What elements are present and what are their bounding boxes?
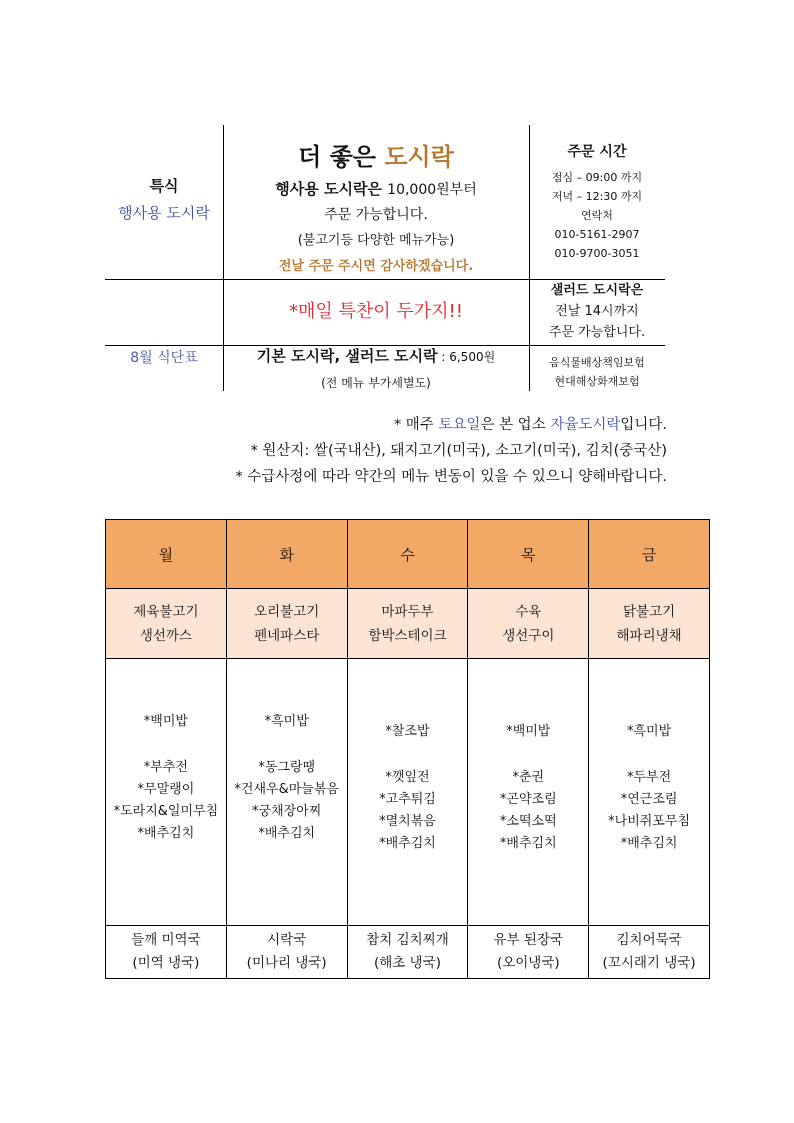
side-item: *도라지&일미무침 (113, 804, 219, 819)
event-prefix: 행사용 도시락은 (275, 180, 388, 198)
cold-soup: (해초 냉국) (373, 955, 441, 971)
day-cell: 목 (468, 520, 589, 589)
main-dish-cell (106, 589, 227, 659)
page-title (223, 137, 529, 172)
notes (235, 412, 667, 490)
main-dish: 펜네파스타 (254, 627, 320, 644)
side-dish-cell (226, 659, 347, 926)
main-dish-cell (468, 589, 589, 659)
side-item: *연근조림 (620, 792, 678, 807)
basic-price: : 6,500원 (437, 350, 496, 364)
side-item: *두부전 (627, 770, 672, 785)
main-dish-cell (589, 589, 710, 659)
event-price: 10,000원부터 (387, 182, 477, 198)
salad-title: 샐러드 도시락은 (550, 283, 644, 298)
insurance-1: 음식물배상책임보험 (549, 356, 645, 369)
side-item: *배추김치 (137, 826, 195, 841)
main-dish: 생선구이 (502, 627, 555, 644)
dinner-time: 저녁 – 12:30 까지 (551, 190, 643, 203)
side-item: *건새우&마늘볶음 (234, 782, 339, 797)
side-dish-cell (468, 659, 589, 926)
event-line4: 전날 주문 주시면 감사하겠습니다. (278, 259, 474, 274)
header-block (105, 125, 665, 391)
side-item: *곤약조림 (499, 792, 557, 807)
note-saturday-word: 토요일 (438, 417, 481, 433)
main-dish-cell (347, 589, 468, 659)
side-item: *깻잎전 (385, 770, 430, 785)
basic-label: 기본 도시락, 샐러드 도시락 (256, 347, 438, 365)
cold-soup: (미역 냉국) (132, 955, 200, 971)
note-text: 은 본 업소 (480, 417, 551, 433)
lunch-time: 점심 – 09:00 까지 (551, 171, 643, 184)
side-item: *나비쥐포무침 (608, 814, 691, 829)
main-dish: 수육 (515, 603, 542, 620)
soup-cell (347, 926, 468, 979)
soup-cell (106, 926, 227, 979)
soup-cell (468, 926, 589, 979)
order-time (529, 143, 665, 263)
main-dish: 생선까스 (139, 627, 192, 644)
day-cell: 화 (226, 520, 347, 589)
month-label: 8월 식단표 (130, 350, 198, 366)
title-part1: 더 좋은 (298, 143, 385, 171)
note-text: * 매주 (393, 417, 439, 433)
note-change: * 수급사정에 따라 약간의 메뉴 변동이 있을 수 있으니 양해바랍니다. (235, 469, 667, 485)
main-dish: 함박스테이크 (368, 627, 447, 644)
side-item: *소떡소떡 (499, 814, 557, 829)
main-dish-cell (226, 589, 347, 659)
soup-cell (226, 926, 347, 979)
cold-soup: (오이냉국) (496, 955, 560, 971)
salad-line3: 주문 가능합니다. (548, 325, 646, 340)
cold-soup: (꼬시래기 냉국) (602, 955, 696, 971)
side-item: *무말랭이 (137, 782, 195, 797)
soup: 김치어묵국 (616, 932, 682, 948)
event-line2: 주문 가능합니다. (324, 207, 428, 223)
side-dish-cell (589, 659, 710, 926)
note-saturday (235, 412, 667, 438)
note-self-lunch: 자율도시락 (550, 417, 621, 433)
note-text: 입니다. (620, 417, 667, 433)
phone-1: 010-5161-2907 (554, 228, 640, 241)
daily-special: *매일 특찬이 두가지!! (289, 301, 463, 322)
event-line3: (불고기등 다양한 메뉴가능) (297, 233, 455, 248)
note-origin: * 원산지: 쌀(국내산), 돼지고기(미국), 소고기(미국), 김치(중국산) (250, 443, 667, 459)
main-dish: 마파두부 (381, 603, 434, 620)
soup: 들깨 미역국 (131, 932, 201, 948)
vat-note: (전 메뉴 부가세별도) (321, 376, 431, 390)
menu-table (105, 519, 710, 979)
rice-item: *흑미밥 (627, 724, 672, 739)
order-time-title: 주문 시간 (567, 144, 627, 160)
side-item: *부추전 (143, 760, 188, 775)
side-dish-cell (347, 659, 468, 926)
main-dish-row (106, 589, 710, 659)
main-dish: 오리불고기 (254, 603, 320, 620)
side-item: *배추김치 (499, 836, 557, 851)
day-header-row (106, 520, 710, 589)
side-item: *배추김치 (258, 826, 316, 841)
side-item: *멸치볶음 (379, 814, 436, 829)
side-dish-cell (106, 659, 227, 926)
contact-label: 연락처 (581, 209, 613, 222)
day-cell: 금 (589, 520, 710, 589)
rice-item: *흑미밥 (264, 714, 309, 729)
soup: 참치 김치찌개 (366, 932, 449, 948)
rice-item: *찰조밥 (385, 724, 430, 739)
title-part2: 도시락 (384, 143, 454, 171)
insurance-2: 현대해상화재보험 (554, 375, 640, 388)
special-label (105, 175, 223, 223)
insurance-info (529, 353, 665, 391)
soup: 시락국 (267, 932, 307, 948)
salad-line2: 전날 14시까지 (555, 304, 639, 319)
salad-info (529, 280, 665, 343)
main-dish: 해파리냉채 (616, 627, 682, 644)
rice-item: *백미밥 (143, 714, 188, 729)
side-item: *궁채장아찌 (252, 804, 322, 819)
main-dish: 제육불고기 (133, 603, 199, 620)
side-dish-row (106, 659, 710, 926)
side-item: *배추김치 (620, 836, 678, 851)
main-dish: 닭불고기 (623, 603, 676, 620)
rice-item: *백미밥 (506, 724, 551, 739)
phone-2: 010-9700-3051 (554, 247, 640, 260)
side-item: *동그랑땡 (258, 760, 316, 775)
event-line1 (223, 178, 529, 199)
special-title: 특식 (149, 177, 179, 195)
soup-row (106, 926, 710, 979)
basic-line (223, 345, 529, 366)
basic-info (223, 345, 529, 391)
side-item: *고추튀김 (379, 792, 436, 807)
cold-soup: (미나리 냉국) (246, 955, 327, 971)
event-info (223, 137, 529, 274)
special-subtitle: 행사용 도시락 (118, 204, 210, 222)
side-item: *배추김치 (379, 836, 436, 851)
day-cell: 수 (347, 520, 468, 589)
day-cell: 월 (106, 520, 227, 589)
soup-cell (589, 926, 710, 979)
soup: 유부 된장국 (493, 932, 564, 948)
side-item: *춘권 (512, 770, 545, 785)
